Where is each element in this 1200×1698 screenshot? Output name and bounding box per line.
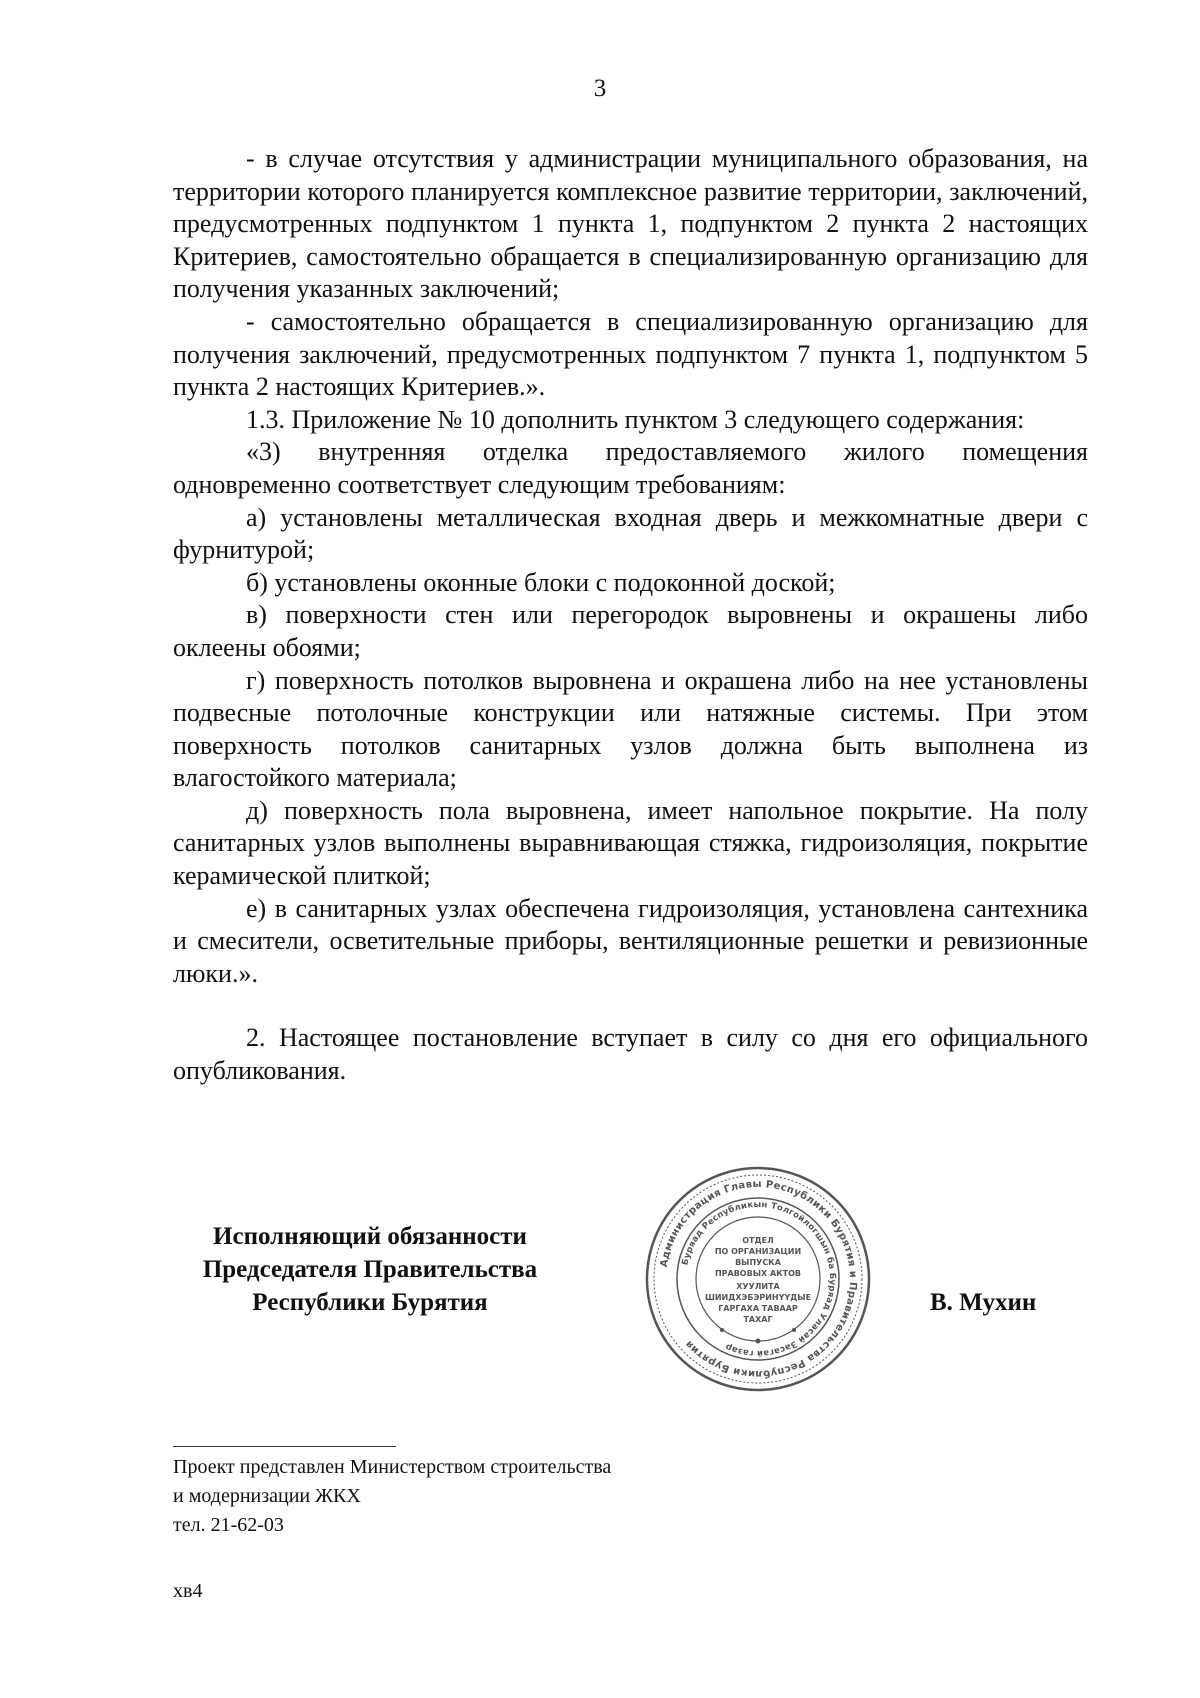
seal-center-line: ХУУЛИТА <box>736 1282 780 1291</box>
document-code: хв4 <box>173 1580 203 1602</box>
seal-center-line: ТАХАГ <box>743 1315 773 1324</box>
paragraph: е) в санитарных узлах обеспечена гидроизоляция, установлена сантехника и смесители, осветительные приборы, вентиляционные решетки и ревизионные люки.». <box>173 893 1088 988</box>
footer-line: тел. 21-62-03 <box>173 1514 284 1536</box>
signatory-position-line: Исполняющий обязанности <box>213 1223 527 1250</box>
seal-center-line: ПО ОРГАНИЗАЦИИ <box>714 1247 802 1256</box>
paragraph: а) установлены металлическая входная дверь и межкомнатные двери с фурнитурой; <box>173 502 1088 565</box>
seal-icon <box>644 1165 872 1393</box>
paragraph: б) установлены оконные блоки с подоконной доской; <box>246 567 836 597</box>
footer-divider <box>173 1446 396 1447</box>
signatory-position <box>170 1220 570 1319</box>
paragraph: - в случае отсутствия у администрации муниципального образования, на территории которого планируется комплексное развитие территории, заключений, предусмотренных подпунктом 1 пункта 1, подпунктом 2 пункта 2 настоящих Критериев, самостоятельно обращается в специализированную организацию для получения указанных заключений; <box>173 144 1088 304</box>
paragraph: - самостоятельно обращается в специализированную организацию для получения заключений, предусмотренных подпунктом 7 пункта 1, подпунктом 5 пункта 2 настоящих Критериев.». <box>173 306 1088 402</box>
footer-line: и модернизации ЖКХ <box>173 1485 361 1507</box>
paragraph: г) поверхность потолков выровнена и окрашена либо на нее установлены подвесные потолочные конструкции или натяжные системы. При этом поверхность потолков санитарных узлов должна быть выполнена из влагостойкого материала; <box>173 665 1088 793</box>
signatory-position-line: Председателя Правительства <box>202 1256 538 1283</box>
paragraph: «3) внутренняя отделка предоставляемого жилого помещения одновременно соответствует следующим требованиям: <box>173 437 1088 499</box>
document-body <box>173 143 1088 1088</box>
seal-outer-text: Администрация Главы Республики Бурятия и Правительства Республики Бурятия <box>658 1178 859 1380</box>
signatory-name: В. Мухин <box>930 1289 1037 1316</box>
svg-text:Буряад Республикын Толгойлогшы <box>680 1200 837 1358</box>
seal-center-line: ПРАВОВЫХ АКТОВ <box>714 1269 802 1278</box>
paragraph: 1.3. Приложение № 10 дополнить пунктом 3 следующего содержания: <box>246 404 1025 434</box>
page-number: 3 <box>593 75 607 102</box>
footer-line: Проект представлен Министерством строительства <box>173 1456 612 1478</box>
seal-center-line: ОТДЕЛ <box>742 1236 774 1245</box>
seal-center-line: ГАРГАХА ТАВААР <box>718 1304 798 1313</box>
seal-center-line: ВЫПУСКА <box>735 1258 781 1267</box>
seal-center-line: ШИИДХЭБЭРИНҮҮДЫЕ <box>704 1293 812 1302</box>
paragraph-effective-date: 2. Настоящее постановление вступает в силу со дня его официального опубликования. <box>173 1023 1088 1086</box>
paragraph: д) поверхность пола выровнена, имеет напольное покрытие. На полу санитарных узлов выполнены выравнивающая стяжка, гидроизоляция, покрытие керамической плиткой; <box>173 795 1088 891</box>
footer-note <box>173 1453 873 1540</box>
seal-inner-ring-text: Буряад Республикын Толгойлогшын ба Буряад Уласай Засагай газар <box>680 1199 838 1359</box>
official-seal <box>644 1165 872 1393</box>
signatory-position-line: Республики Бурятия <box>252 1289 488 1316</box>
paragraph: в) поверхности стен или перегородок выровнены и окрашены либо оклеены обоями; <box>173 600 1088 662</box>
